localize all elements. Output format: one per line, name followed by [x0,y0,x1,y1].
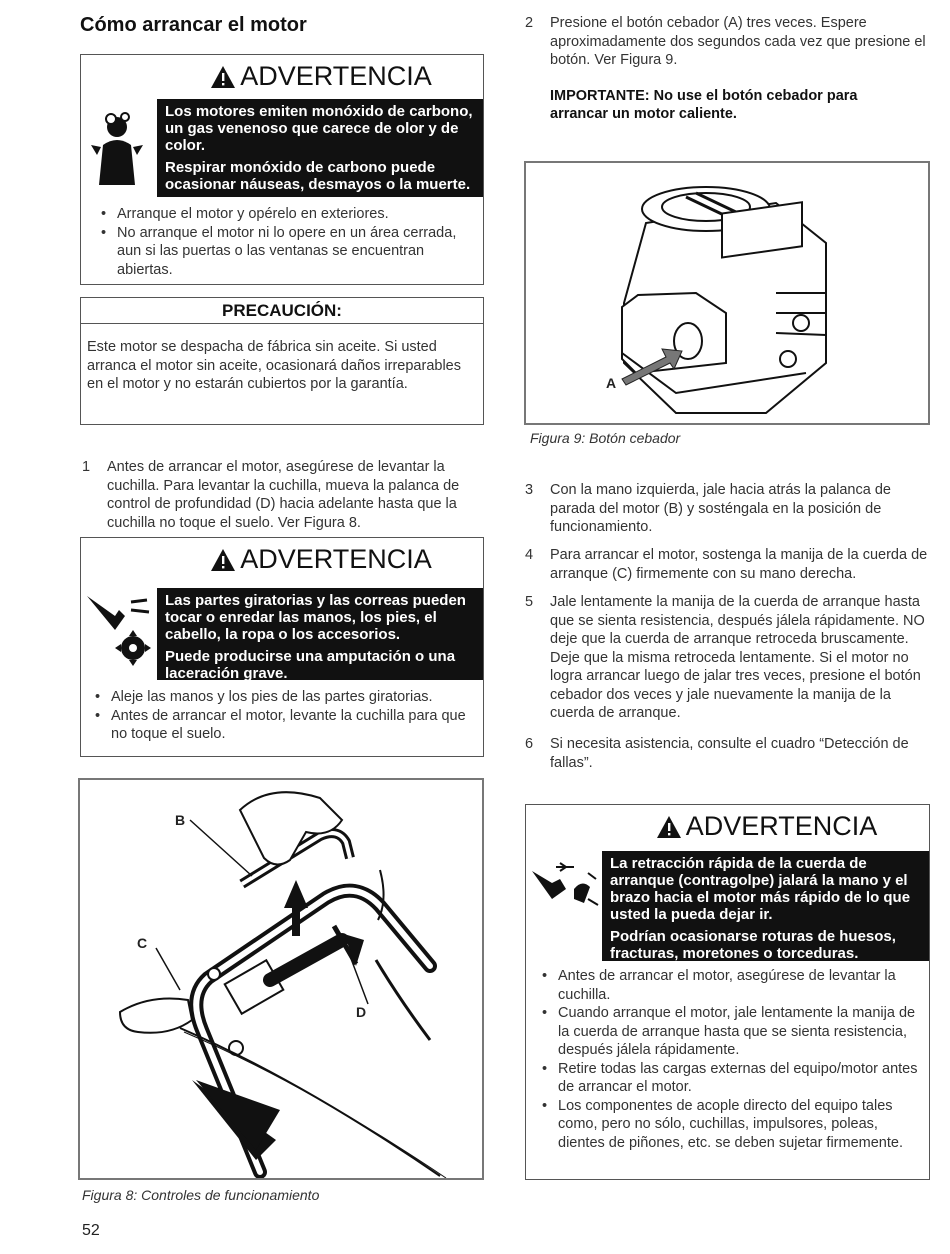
list-item: • Arranque el motor y opérelo en exteriores. [99,205,469,224]
step-text: Para arrancar el motor, sostenga la manija de la cuerda de arranque (C) firmemente con su mano derecha. [550,547,928,582]
warning-triangle-icon [656,815,682,839]
warning-heading-text: ADVERTENCIA [685,811,878,841]
caution-body: Este motor se despacha de fábrica sin aceite. Si usted arranca el motor sin aceite, ocasionará daños irreparables en el motor y no estarán cubiertos por la garantía. [87,339,461,392]
step-number: 3 [525,482,534,498]
warning-box-kickback [525,804,930,1180]
warning-heading [159,544,483,582]
panel-text: La retracción rápida de la cuerda de arranque (contragolpe) jalará la mano y el brazo hacia el motor más rápido de lo que usted la pueda dejar ir. [610,855,911,923]
figure-9-primer-button [524,161,930,425]
step-number: 5 [525,594,534,610]
figure-label-d: D [356,1004,367,1020]
important-note: IMPORTANTE: No use el botón cebador para arrancar un motor caliente. [550,88,858,122]
list-item: • Aleje las manos y los pies de las partes giratorias. [93,688,471,707]
step-item [525,481,930,537]
warning-triangle-icon [210,548,236,572]
section-title: Cómo arrancar el motor [80,14,307,36]
kickback-icon [530,859,602,919]
step-text: Con la mano izquierda, jale hacia atrás la palanca de parada del motor (B) y sosténgala en la posición de funcionamiento. [550,482,891,535]
carbon-monoxide-icon [87,105,157,185]
figure-8-caption: Figura 8: Controles de funcionamiento [82,1187,320,1203]
step-text: Si necesita asistencia, consulte el cuadro “Detección de fallas”. [550,736,909,771]
figure-label-a: A [606,375,617,391]
figure-label-c: C [137,935,148,951]
page-number: 52 [82,1222,100,1239]
list-item: • Antes de arrancar el motor, levante la cuchilla para que no toque el suelo. [93,707,471,744]
step-item [525,735,930,772]
warning-heading-text: ADVERTENCIA [240,544,432,574]
warning-bullets [540,967,920,1152]
step-number: 1 [82,459,91,475]
list-item: • No arranque el motor ni lo opere en un área cerrada, aun si las puertas o las ventanas se encuentran abiertas. [99,224,469,280]
warning-heading-text: ADVERTENCIA [240,61,432,91]
step-number: 2 [525,15,534,31]
engine-illustration [526,163,928,423]
figure-9-caption: Figura 9: Botón cebador [530,430,681,446]
figure-label-b: B [175,812,186,828]
step-item [525,546,930,583]
step-item [82,458,478,532]
warning-box-carbon-monoxide [80,54,484,285]
caution-heading: PRECAUCIÓN: [81,298,483,324]
warning-panel [157,99,483,197]
list-item: • Antes de arrancar el motor, asegúrese de levantar la cuchilla. [540,967,920,1004]
list-item: • Cuando arranque el motor, jale lentamente la manija de la cuerda de arranque hasta que se sienta resistencia, después jálela rápidamente. [540,1004,920,1060]
step-text: Antes de arrancar el motor, asegúrese de levantar la cuchilla. Para levantar la cuchilla, mueva la palanca de control de profundidad (D) hacia adelante hasta que la cuchilla no toque el suelo. Ver Figura 8. [107,459,460,531]
step-text: Jale lentamente la manija de la cuerda de arranque hasta que se sienta resistencia, después jálela rápidamente. NO deje que la cuerda de arranque retroceda bruscamente. Deje que la misma retroceda lentamente. Si el motor no logra arrancar luego de jalar tres veces, presione el botón cebador dos veces y jale nuevamente la manija de la cuerda de arranque. [550,594,925,721]
warning-panel [157,588,483,680]
panel-text: Respirar monóxido de carbono puede ocasionar náuseas, desmayos o la muerte. [165,159,471,193]
list-item: • Retire todas las cargas externas del equipo/motor antes de arrancar el motor. [540,1060,920,1097]
list-item: • Los componentes de acople directo del equipo tales como, pero no sólo, cuchillas, impulsores, poleas, dientes de piñones, etc. se deben sujetar firmemente. [540,1097,920,1153]
warning-panel [602,851,929,961]
hand-entanglement-icon [85,590,157,670]
warning-box-rotating-parts [80,537,484,757]
panel-text: Los motores emiten monóxido de carbono, un gas venenoso que carece de olor y de color. [165,103,473,154]
step-number: 6 [525,736,534,752]
step-item [525,593,930,723]
warning-heading [159,61,483,99]
figure-8-operating-controls [78,778,484,1180]
step-number: 4 [525,547,534,563]
warning-triangle-icon [210,65,236,89]
warning-bullets [93,688,471,744]
panel-text: Las partes giratorias y las correas pueden tocar o enredar las manos, los pies, el cabello, la ropa o los accesorios. [165,592,466,643]
mower-handle-illustration [80,780,482,1178]
warning-bullets [99,205,469,279]
caution-box [80,297,484,425]
step-text: Presione el botón cebador (A) tres veces. Espere aproximadamente dos segundos cada vez que presione el botón. Ver Figura 9. [550,15,926,68]
panel-text: Podrían ocasionarse roturas de huesos, fracturas, moretones o torceduras. [610,928,896,962]
panel-text: Puede producirse una amputación o una laceración grave. [165,648,456,682]
warning-heading [604,811,929,849]
step-item [525,14,930,70]
